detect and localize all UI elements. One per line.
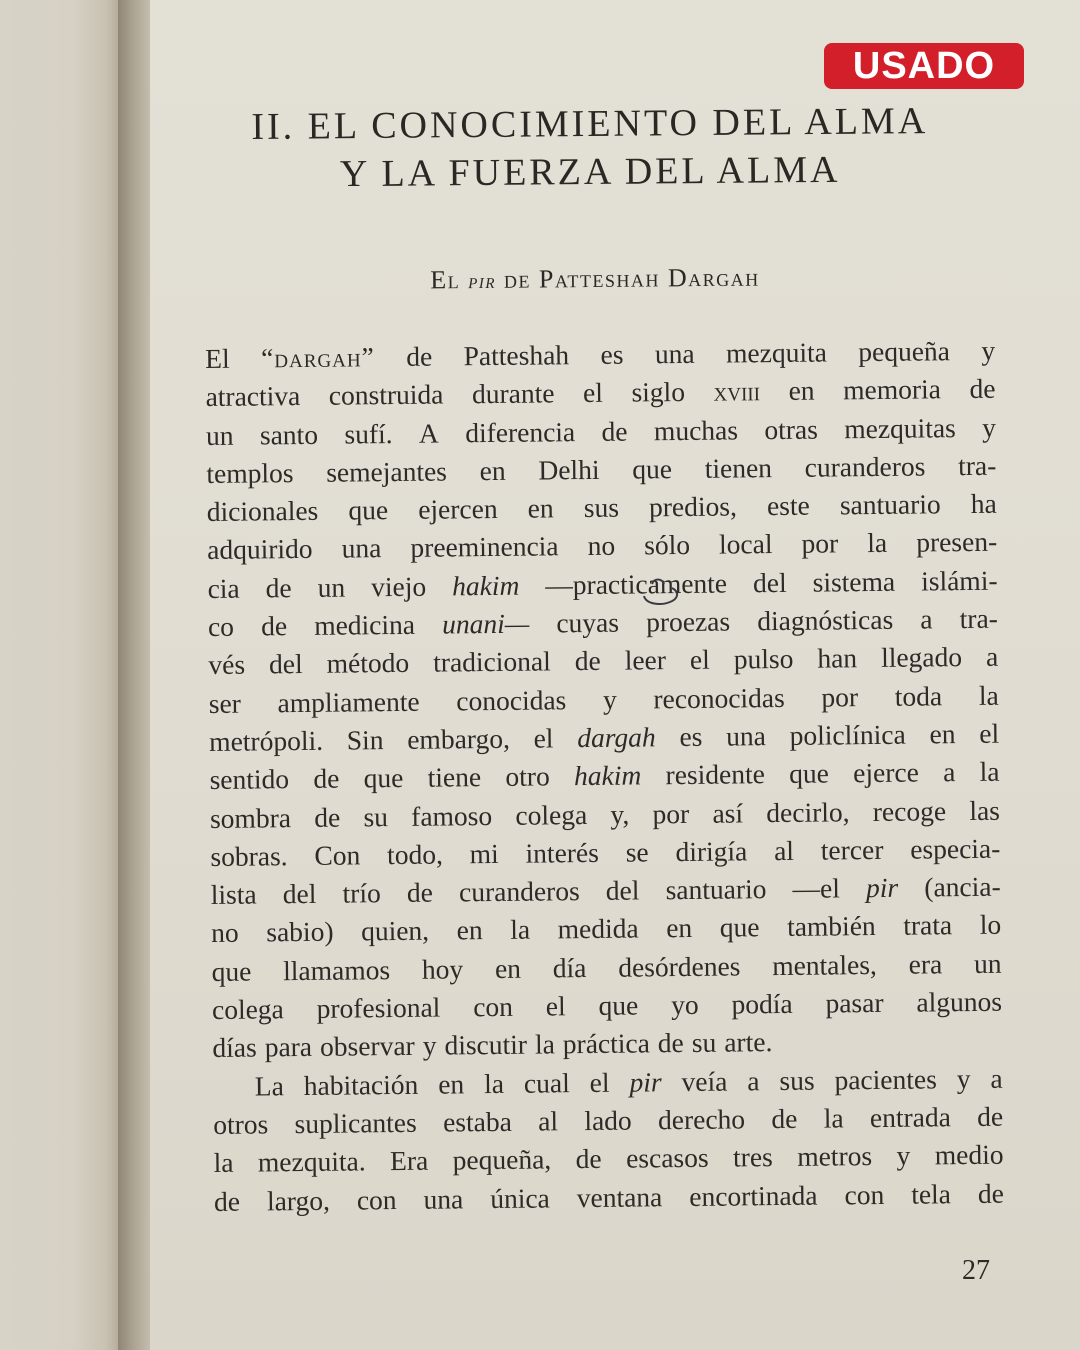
word: podía [731, 987, 793, 1020]
word: sus [779, 1064, 815, 1096]
pen-correction-mark [640, 574, 690, 608]
word: La [254, 1069, 284, 1102]
word: hakim [573, 759, 642, 792]
word: su [691, 1027, 717, 1059]
word: trío [342, 877, 381, 909]
word: arte. [724, 1026, 773, 1058]
word: ampliamente [277, 685, 420, 718]
chapter-title-line-2: Y LA FUERZA DEL ALMA [339, 148, 841, 196]
word: ser [208, 687, 242, 719]
word: así [712, 796, 744, 829]
word: hakim [451, 569, 520, 602]
word: práctica [562, 1027, 651, 1060]
word: “dargah” [260, 341, 375, 374]
word: la [867, 527, 888, 559]
word: del [752, 566, 787, 599]
word: decirlo, [766, 795, 850, 828]
word: santuario [839, 488, 941, 521]
word: cia [207, 572, 240, 604]
word: de [265, 571, 292, 604]
word: medida [557, 912, 639, 945]
word: ejercen [418, 493, 498, 525]
section-heading-pir: pir [468, 267, 497, 294]
word: y [982, 411, 997, 443]
word: al [773, 834, 795, 866]
word: que [788, 757, 830, 790]
word: cuyas [556, 606, 620, 639]
word: es [679, 720, 703, 753]
body-text [205, 332, 1004, 1221]
word: sólo [643, 529, 691, 561]
word: con [844, 1178, 885, 1210]
word: proezas [645, 605, 731, 638]
word: pir [629, 1065, 662, 1098]
word: quien, [360, 915, 430, 947]
word: que [348, 494, 389, 526]
word: tres [732, 1141, 773, 1173]
word: muchas [653, 414, 739, 446]
word: en [456, 914, 483, 946]
word: diagnósticas [757, 603, 894, 637]
word: en [929, 718, 956, 750]
word: del [605, 874, 640, 906]
word: presen- [916, 526, 998, 559]
word: a [942, 756, 956, 788]
section-heading-rest: de Patteshah Dargah [503, 262, 760, 294]
word: de [601, 415, 628, 447]
word: de [575, 1143, 602, 1175]
word: policlínica [789, 718, 906, 751]
word: lo [979, 909, 1002, 941]
word: una [341, 532, 382, 565]
word: el [582, 377, 604, 409]
word: con [356, 1183, 397, 1215]
word: sobras. [210, 840, 288, 872]
word: tela [911, 1177, 952, 1210]
word: pacientes [834, 1063, 937, 1096]
word: —practicamente [545, 567, 728, 601]
word: estaba [442, 1105, 512, 1138]
word: observar [319, 1030, 415, 1063]
word: suplicantes [294, 1106, 417, 1140]
word: reconocidas [653, 681, 785, 714]
word: pequeña [858, 335, 951, 368]
word: en [438, 1067, 465, 1100]
word: por [801, 527, 839, 560]
word: viejo [370, 570, 427, 603]
used-badge: USADO [824, 43, 1024, 89]
word: pequeña, [452, 1143, 552, 1176]
word: y, [610, 798, 630, 830]
word: no [211, 917, 239, 949]
word: que [363, 762, 404, 794]
word: lista [210, 878, 257, 911]
word: medicina [314, 608, 416, 641]
word: curanderos [458, 875, 580, 908]
word: yo [670, 988, 699, 1021]
word: de [313, 762, 340, 795]
word: Delhi [538, 453, 600, 486]
word: no [587, 530, 616, 562]
word: han [817, 642, 858, 674]
word: El [205, 342, 230, 374]
word: Con [314, 839, 361, 871]
word: mezquitas [844, 411, 956, 444]
word: de [771, 1102, 798, 1135]
word: que [632, 453, 673, 485]
word: veía [681, 1065, 728, 1097]
word: otras [764, 413, 819, 445]
word: la [510, 914, 531, 946]
word: cual [523, 1066, 570, 1099]
word: llamamos [282, 953, 391, 986]
word: y [981, 334, 996, 366]
word: Sin [346, 724, 384, 756]
word: A [418, 417, 439, 449]
word: templos [206, 456, 294, 489]
word: por [821, 680, 859, 713]
word: hoy [421, 953, 464, 985]
word: de [406, 340, 433, 372]
word: tienen [704, 451, 773, 484]
word: de [260, 610, 288, 642]
word: todo, [386, 838, 444, 870]
word: ejerce [853, 756, 919, 789]
word: mi [469, 837, 499, 870]
chapter-title [200, 97, 981, 200]
word: en [527, 492, 554, 524]
word: llegado [880, 641, 963, 674]
word: algunos [916, 985, 1003, 1018]
word: famoso [411, 799, 493, 832]
word: la [213, 1146, 234, 1179]
word: una [654, 337, 695, 370]
word: embargo, [407, 722, 511, 755]
word: mezquita [725, 336, 828, 369]
word: colega [515, 798, 588, 831]
word: colega [211, 993, 284, 1026]
word: profesional [316, 991, 441, 1024]
word: preeminencia [410, 530, 559, 564]
word: conocidas [456, 683, 567, 717]
word: que [211, 955, 252, 987]
word: de [406, 876, 434, 909]
word: pasar [825, 986, 884, 1019]
word: tradicional [433, 645, 551, 679]
word: al [537, 1105, 559, 1137]
word: tra- [959, 602, 999, 635]
word: en [494, 952, 522, 984]
word: atractiva [205, 380, 301, 413]
word: de [977, 1177, 1005, 1209]
word: es [600, 338, 624, 370]
word: recoge [872, 794, 947, 827]
word: en [666, 912, 693, 944]
word: el [545, 990, 566, 1022]
word: la [823, 1102, 844, 1134]
word: santuario [665, 873, 767, 906]
word: ha [970, 487, 997, 520]
word: diferencia [465, 415, 576, 448]
word: islámi- [920, 564, 998, 597]
word: —el [792, 872, 841, 905]
word: durante [471, 377, 555, 410]
word: dargah [577, 721, 656, 754]
word: era [908, 948, 943, 980]
word: de [657, 1027, 684, 1059]
word: local [718, 528, 773, 561]
word: entrada [869, 1101, 952, 1134]
word: con [473, 990, 514, 1023]
word: encortinada [689, 1179, 818, 1212]
word: su [363, 800, 389, 832]
word: en [788, 374, 815, 407]
word: la [978, 679, 999, 711]
word: sistema [812, 565, 896, 598]
word: que [598, 989, 639, 1021]
word: interés [525, 836, 600, 869]
word: por [652, 797, 690, 829]
word: tercer [820, 833, 884, 866]
word: siglo [631, 376, 686, 408]
word: el [979, 717, 1000, 749]
word: mentales, [772, 948, 878, 981]
word: desórdenes [618, 950, 741, 983]
word: de [977, 1100, 1004, 1132]
word: metros [797, 1140, 873, 1173]
word: otro [505, 760, 550, 793]
word: construida [328, 378, 444, 412]
word: a [990, 1062, 1003, 1094]
word: de [314, 801, 341, 833]
section-heading-el: El [430, 265, 461, 295]
word: sufí. [344, 417, 393, 450]
word: Era [389, 1144, 429, 1177]
word: largo, [266, 1184, 331, 1216]
page-number: 27 [962, 1255, 990, 1286]
word: tiene [427, 761, 482, 793]
word: sentido [209, 763, 290, 796]
word: memoria [842, 373, 942, 406]
word: un [973, 947, 1002, 979]
word: el [689, 644, 710, 676]
word: del [268, 648, 303, 680]
word: el [533, 722, 554, 754]
word: la [979, 755, 1000, 788]
word: sombra [209, 801, 292, 834]
word: una [423, 1182, 464, 1215]
word: derecho [657, 1103, 746, 1136]
word: para [264, 1031, 313, 1063]
word: habitación [303, 1068, 419, 1101]
word: xviii [713, 375, 761, 407]
word: y [602, 683, 617, 715]
word: única [490, 1181, 550, 1214]
word: metrópoli. [209, 724, 324, 757]
word: medio [934, 1138, 1004, 1171]
word: discutir [444, 1029, 528, 1061]
word: co [207, 610, 235, 643]
word: del [282, 878, 317, 910]
word: sabio) [266, 916, 334, 948]
word: el [589, 1066, 610, 1098]
word: (ancia- [924, 870, 1001, 903]
word: días [212, 1031, 257, 1064]
word: y [896, 1139, 911, 1172]
word: las [969, 794, 1001, 826]
word: unani— [441, 607, 530, 640]
word: mezquita. [257, 1145, 366, 1178]
word: y [422, 1029, 437, 1062]
word: trata [903, 909, 953, 942]
word: vés [208, 648, 246, 681]
word: lado [584, 1104, 632, 1137]
word: día [552, 951, 587, 984]
word: ventana [576, 1180, 663, 1213]
word: leer [624, 644, 667, 676]
word: este [766, 489, 810, 522]
word: un [205, 419, 234, 451]
word: un [317, 571, 346, 603]
word: Patteshah [463, 339, 570, 372]
word: tra- [957, 449, 997, 482]
word: escasos [625, 1142, 709, 1174]
word: se [625, 836, 649, 868]
word: en [479, 454, 506, 487]
word: la [534, 1028, 555, 1060]
word: de [213, 1185, 241, 1217]
word: especia- [910, 832, 1001, 865]
word: semejantes [326, 455, 448, 488]
chapter-title-line-1: II. EL CONOCIMIENTO DEL ALMA [251, 100, 929, 148]
word: método [326, 647, 410, 680]
word: una [726, 720, 767, 752]
word: a [920, 603, 933, 635]
word: pulso [733, 643, 794, 675]
word: de [574, 645, 601, 677]
word: a [747, 1064, 760, 1097]
word: la [483, 1067, 505, 1099]
word: dirigía [675, 835, 748, 867]
word: residente [665, 758, 766, 791]
word: de [969, 373, 996, 405]
word: que [719, 911, 760, 944]
word: también [786, 910, 876, 943]
word: santo [259, 418, 319, 451]
left-page [0, 0, 120, 1350]
word: adquirido [207, 533, 313, 566]
word: sus [583, 491, 620, 524]
word: y [956, 1062, 971, 1094]
word: pir [865, 871, 899, 904]
word: curanderos [804, 450, 926, 483]
word: predios, [648, 490, 738, 523]
word: otros [213, 1108, 269, 1140]
word: toda [894, 679, 943, 712]
word: dicionales [206, 495, 319, 528]
word: a [985, 641, 999, 673]
